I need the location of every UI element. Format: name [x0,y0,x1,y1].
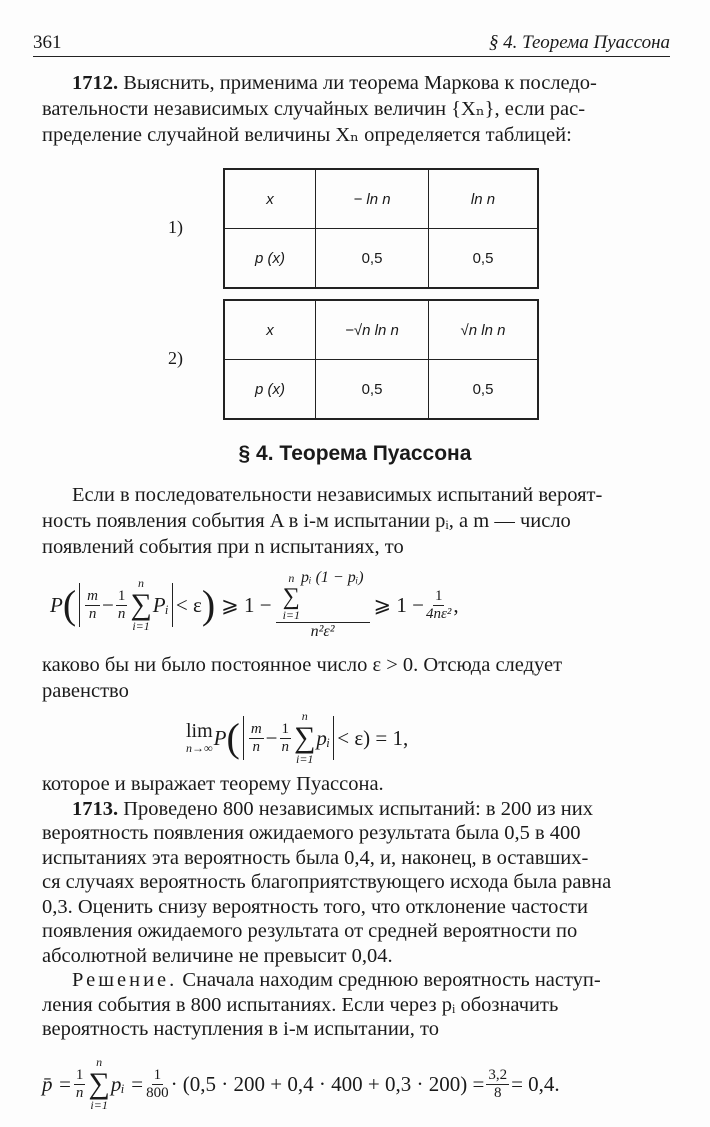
text-line: каково бы ни было постоянное число ε > 0. Отсюда следует [42,654,563,676]
text-line: которое и выражает теорему Пуассона. [42,773,384,795]
limit-operator [186,720,213,755]
fraction-numerator: m [250,721,262,737]
sum-upper-limit: n [138,575,145,590]
chebyshev-poisson-inequality: P ( $\frac{m}{n}$ − $\frac{1}{n}$ n ∑ i=1 Pᵢ < ε ) ⩾ 1 − n ∑ i=1 pᵢ (1 − pᵢ) n²ε² ⩾ 1 − $\frac{1}{\text{4nε²}}$ , [50,569,459,641]
table-cell: √n ln n [429,300,539,360]
sum-sign: n ∑ i=1 [88,1054,110,1112]
fraction-denominator: n [88,605,97,622]
formula-punctuation: , [453,592,459,617]
problem-1713-text [42,772,670,1042]
problem-number: 1713. [72,797,119,820]
table-cell: p (x) [224,360,316,420]
limit-subscript: n→∞ [186,741,213,756]
text-line: пределение случайной величины Xₙ определяется таблицей: [42,124,572,146]
formula-operator: − [265,725,278,750]
section-intro [42,482,670,560]
formula-symbol: P [50,592,63,617]
fraction-numerator: 1 [153,1067,162,1083]
page-header [33,30,670,57]
sum-upper-limit: n [288,571,295,586]
text-line: абсолютной величине не превысит 0,04. [42,944,393,967]
sum-lower-limit: i=1 [282,608,301,623]
table-cell: 0,5 [316,360,429,420]
sum-sign: n ∑ i=1 [294,708,316,766]
table-cell: 0,5 [429,229,539,289]
fraction-denominator: n [252,738,260,755]
text-line: появления ожидаемого результата от средней вероятности по [42,920,578,942]
formula-symbol: p̄ = [42,1071,72,1096]
text-line: вероятность наступления в i-м испытании, то [42,1018,439,1040]
table-label: 2) [168,348,183,368]
poisson-theorem-limit: lim n→∞ P ( $\frac{m}{n}$ − $\frac{1}{n}$ n ∑ i=1 pᵢ < ε) = 1, [186,708,409,766]
text-line: ность появления события A в i-м испытании pᵢ, а m — число [42,510,571,532]
formula-result: = 0,4. [511,1071,560,1096]
fraction-denominator: n²ε² [310,623,335,641]
table-label: 1) [168,217,183,237]
text-line: вероятность появления ожидаемого результата была 0,5 в 400 [42,822,581,844]
fraction-denominator: n [117,605,126,622]
text-line: 0,3. Оценить снизу вероятность того, что отклонение частости [42,895,588,918]
table-row [224,300,538,360]
table-cell: ln n [429,169,539,229]
formula-expression: · (0,5 · 200 + 0,4 · 400 + 0,3 · 200) = [170,1071,485,1096]
page-number: 361 [33,32,62,53]
table-cell: − ln n [316,169,429,229]
fraction-numerator: 1 [75,1067,84,1083]
formula-operator: ⩾ 1 − [221,592,272,617]
sum-upper-limit: n [96,1054,103,1069]
text-line: ления события в 800 испытаниях. Если через pᵢ обозначить [42,993,559,1016]
table-cell: 0,5 [316,229,429,289]
limit-label: lim [186,720,213,743]
problem-number: 1712. [72,72,119,94]
fraction-numerator: 1 [117,588,126,604]
formula-term: pᵢ [316,725,331,750]
formula-term: Pᵢ [152,592,169,617]
text-line: Проведено 800 независимых испытаний: в 200 из них [123,797,593,820]
table-cell: x [224,300,316,360]
sum-lower-limit: i=1 [90,1098,108,1112]
formula-term: pᵢ = [110,1071,145,1096]
formula-operator: − [102,592,114,617]
sum-upper-limit: n [301,708,308,723]
formula-operator: ⩾ 1 − [373,592,424,617]
text-line: испытаниях эта вероятность была 0,4, и, наконец, в оставших- [42,846,589,869]
text-line: появлений события при n испытаниях, то [42,536,404,558]
text-line: равенство [42,680,129,702]
fraction-numerator: m [87,588,98,604]
formula-rhs: < ε) = 1, [337,725,409,750]
text-line: Выяснить, применима ли теорема Маркова к последо- [123,72,597,94]
formula-operator: < ε [175,592,202,617]
formula-term: pᵢ (1 − pᵢ) [301,569,364,587]
text-line: ся случаях вероятность благоприятствующего исхода была равна [42,871,612,893]
fraction-numerator: 3,2 [488,1067,508,1083]
table-row [224,360,538,420]
fraction-denominator: 8 [493,1084,502,1101]
sum-sign: n ∑ i=1 [130,575,152,633]
running-title: § 4. Теорема Пуассона [488,32,670,53]
distribution-table-2 [223,299,539,420]
solution-label: Решение. [72,969,178,991]
table-cell: 0,5 [429,360,539,420]
formula-symbol: P [213,725,227,750]
text-line: Если в последовательности независимых испытаний вероят- [72,484,603,506]
fraction-numerator: 1 [434,588,443,604]
table-cell: x [224,169,316,229]
fraction-numerator: 1 [281,721,290,737]
fraction-denominator: n [281,738,290,755]
fraction-denominator: 4nε² [426,605,452,622]
after-formula-text [42,652,670,704]
fraction-denominator: 800 [146,1084,169,1101]
sum-lower-limit: i=1 [295,752,314,766]
table-row [224,169,538,229]
distribution-table-1 [223,168,539,289]
problem-1712-text [42,70,670,148]
fraction-denominator: n [75,1084,84,1101]
text-line: вательности независимых случайных величин {Xₙ}, если рас- [42,98,586,120]
table-row [224,229,538,289]
table-cell: p (x) [224,229,316,289]
table-cell: −√n ln n [316,300,429,360]
sum-lower-limit: i=1 [132,619,150,633]
variance-fraction: n ∑ i=1 pᵢ (1 − pᵢ) n²ε² [276,569,370,641]
text-line: Сначала находим среднюю вероятность наступ- [182,969,601,991]
mean-probability-formula [42,1048,560,1120]
section-title: § 4. Теорема Пуассона [238,442,472,465]
